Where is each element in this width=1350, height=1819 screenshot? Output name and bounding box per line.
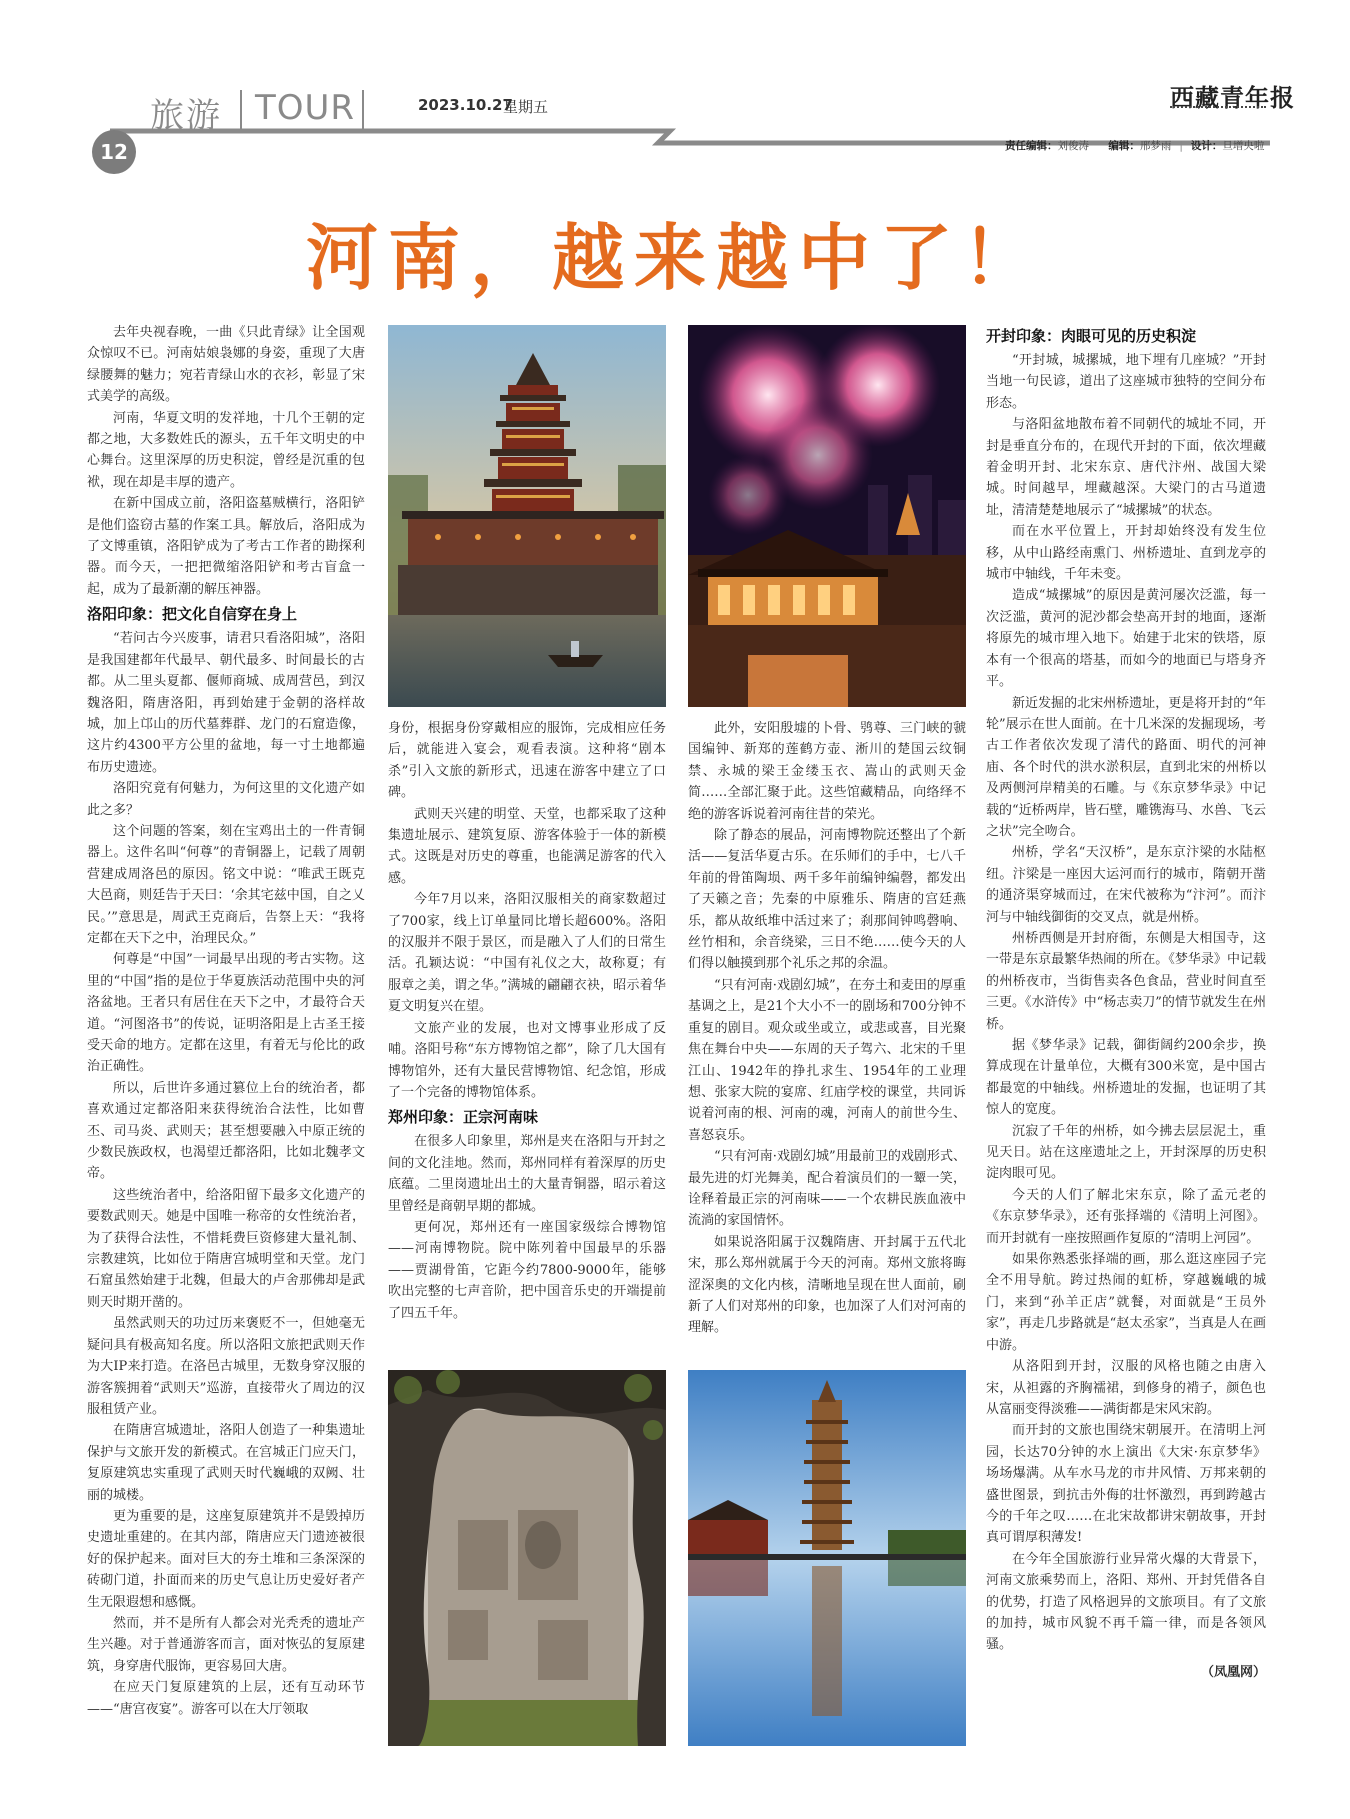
paragraph: 所以，后世许多通过篡位上台的统治者，都喜欢通过定都洛阳来获得统治合法性，比如曹丕、司马炎、武则天；甚至想要融入中原正统的少数民族政权，也渴望迁都洛阳，比如北魏孝文帝。: [87, 1080, 365, 1182]
paragraph: 何尊是“中国”一词最早出现的考古实物。这里的“中国”指的是位于华夏族活动范围中央的河洛盆地。王者只有居住在天下之中，才最符合天道。“河图洛书”的传说，证明洛阳是上古圣王接受天命的地方。定都在这里，有着无与伦比的政治正确性。: [87, 952, 365, 1075]
paragraph: 如果你熟悉张择端的画，那么逛这座园子完全不用导航。跨过热闹的虹桥，穿越巍峨的城门，来到“孙羊正店”就餐，对面就是“王员外家”，再走几步路就是“赵太丞家”，当真是人在画中游。: [986, 1252, 1266, 1353]
issue-weekday: 星期五: [503, 98, 549, 116]
paragraph: 今年7月以来，洛阳汉服相关的商家数超过了700家，线上订单量同比增长超600%。洛阳的汉服并不限于景区，而是融入了人们的日常生活。孔颖达说：“中国有礼仪之大，故称夏；有服章之美，谓之华。”满城的翩翩衣袂，昭示着华夏文明复兴在望。: [388, 892, 666, 1015]
paragraph: 在隋唐宫城遗址，洛阳人创造了一种集遗址保护与文旅开发的新模式。在宫城正门应天门，复原建筑忠实重现了武则天时代巍峨的双阙、壮丽的城楼。: [87, 1423, 365, 1503]
paragraph: 这个问题的答案，刻在宝鸡出土的一件青铜器上。这件名叫“何尊”的青铜器上，记载了周朝营建成周洛邑的原因。铭文中说：“唯武王既克大邑商，则廷告于天曰：‘余其宅兹中国，自之乂民。’”意思是，周武王克商后，告祭上天：“我将定都在天下之中，治理民众。”: [87, 823, 365, 946]
paragraph: 据《梦华录》记载，御街阔约200余步，换算成现在计量单位，大概有300米宽，是中国古都最宽的中轴线。州桥遗址的发掘，也证明了其惊人的宽度。: [986, 1038, 1266, 1118]
credit-value: 邢梦雨: [1139, 140, 1172, 152]
paragraph: 如果说洛阳属于汉魏隋唐、开封属于五代北宋，那么郑州就属于今天的河南。郑州文旅将晦涩深奥的文化内核，清晰地呈现在世人面前，刷新了人们对郑州的印象，也加深了人们对河南的理解。: [688, 1234, 966, 1336]
paragraph: 在很多人印象里，郑州是夹在洛阳与开封之间的文化洼地。然而，郑州同样有着深厚的历史底蕴。二里岗遗址出土的大量青铜器，昭示着这里曾经是商朝早期的都城。: [388, 1134, 666, 1214]
paragraph: “只有河南·戏剧幻城”用最前卫的戏剧形式、最先进的灯光舞美，配合着演员们的一颦一笑，诠释着最正宗的河南味——一个农耕民族血液中流淌的家国情怀。: [688, 1149, 966, 1229]
paragraph: 武则天兴建的明堂、天堂，也都采取了这种集遗址展示、建筑复原、游客体验于一体的新模式。这既是对历史的尊重，也能满足游客的代入感。: [388, 806, 666, 886]
paragraph: 从洛阳到开封，汉服的风格也随之由唐入宋，从袒露的齐胸襦裙，到修身的褙子，颜色也从富丽变得淡雅——满街都是宋风宋韵。: [986, 1359, 1266, 1417]
issue-date: 2023.10.27: [418, 96, 513, 114]
credit-label: 编辑：: [1108, 140, 1140, 152]
photo-luoyang-pagoda: [388, 325, 666, 707]
paragraph: 州桥，学名“天汉桥”，是东京汴梁的水陆枢纽。汴梁是一座因大运河而行的城市，隋朝开凿的通济渠穿城而过，在宋代被称为“汴河”。而汴河与中轴线御街的交叉点，就是州桥。: [986, 845, 1266, 925]
credit-value: 旦增央啦: [1222, 140, 1265, 152]
credit-label: 责任编辑：: [1005, 140, 1058, 152]
paragraph: 更何况，郑州还有一座国家级综合博物馆——河南博物院。院中陈列着中国最早的乐器——贾湖骨笛，它距今约7800-9000年，能够吹出完整的七声音阶，把中国音乐史的开端提前了四五千年。: [388, 1219, 666, 1321]
newspaper-masthead: 西藏青年报: [1170, 83, 1295, 112]
credit-value: 刘俊涛: [1057, 140, 1089, 152]
paragraph: 与洛阳盆地散布着不同朝代的城址不同，开封是垂直分布的，在现代开封的下面，依次埋藏着金明开封、北宋东京、唐代汴州、战国大梁城。时间越早，埋藏越深。大梁门的古马道遗址，清清楚楚地展示了“城摞城”的状态。: [986, 417, 1266, 518]
photo-longmen-grottoes: [388, 1370, 666, 1746]
paragraph: 在今年全国旅游行业异常火爆的大背景下，河南文旅乘势而上，洛阳、郑州、开封凭借各自的优势，打造了风格迥异的文旅项目。有了文旅的加持，城市风貌不再千篇一律，而是各领风骚。: [986, 1551, 1266, 1653]
article-column-4: [986, 322, 1266, 1683]
paragraph: 沉寂了千年的州桥，如今拂去层层泥土，重见天日。站在这座遗址之上，开封深厚的历史积淀肉眼可见。: [986, 1123, 1266, 1182]
masthead-tibetan-script: [1170, 106, 1266, 112]
paragraph: 文旅产业的发展，也对文博事业形成了反哺。洛阳号称“东方博物馆之都”，除了几大国有博物馆外，还有大量民营博物馆、纪念馆，形成了一个完备的博物馆体系。: [388, 1020, 666, 1100]
header-divider: [362, 90, 364, 132]
photo-iron-pagoda: [688, 1370, 966, 1746]
paragraph: 河南，华夏文明的发祥地，十几个王朝的定都之地，大多数姓氏的源头，五千年文明史的中心舞台。这里深厚的历史积淀，曾经是沉重的包袱，现在却是丰厚的遗产。: [87, 410, 365, 490]
section-name: 旅游: [150, 96, 222, 136]
paragraph: 虽然武则天的功过历来褒贬不一，但她毫无疑问具有极高知名度。所以洛阳文旅把武则天作为大IP来打造。在洛邑古城里，无数身穿汉服的游客簇拥着“武则天”巡游，直接带火了周边的汉服租赁产业。: [87, 1316, 365, 1417]
paragraph: 州桥西侧是开封府衙，东侧是大相国寺，这一带是东京最繁华热闹的所在。《梦华录》中记载的州桥夜市，当街售卖各色食品，营业时间直至三更。《水浒传》中“杨志卖刀”的情节就发生在州桥。: [986, 930, 1266, 1032]
photo-fireworks-palace: [688, 325, 966, 707]
credits-line: 责任编辑：刘俊涛 编辑：邢梦雨 | 设计：旦增央啦: [1005, 140, 1265, 152]
credit-label: 设计：: [1190, 140, 1223, 152]
paragraph: 然而，并不是所有人都会对光秃秃的遗址产生兴趣。对于普通游客而言，面对恢弘的复原建筑，身穿唐代服饰，更容易回大唐。: [87, 1615, 365, 1674]
paragraph: 而开封的文旅也围绕宋朝展开。在清明上河园，长达70分钟的水上演出《大宋·东京梦华》场场爆满。从车水马龙的市井风情、万邦来朝的盛世图景，到抗击外侮的壮怀激烈，再到跨越古今的千年之叹……在北宋故都讲宋朝故事，开封真可谓厚积薄发!: [986, 1423, 1266, 1546]
paragraph: 此外，安阳殷墟的卜骨、鸮尊、三门峡的虢国编钟、新郑的莲鹤方壶、淅川的楚国云纹铜禁、永城的梁王金缕玉衣、嵩山的武则天金简……全部汇聚于此。这些馆藏精品，向络绎不绝的游客诉说着河南往昔的荣光。: [688, 721, 966, 822]
article-column-3: [688, 718, 966, 1339]
page-number-badge: 12: [92, 130, 136, 174]
paragraph: 新近发掘的北宋州桥遗址，更是将开封的“年轮”展示在世人面前。在十几米深的发掘现场，考古工作者依次发现了清代的路面、明代的河神庙、各个时代的洪水淤积层，直到北宋的州桥以及两侧河岸精美的石雕。与《东京梦华录》中记载的“近桥两岸，皆石壁，雕镌海马、水兽、飞云之状”完全吻合。: [986, 695, 1266, 839]
section-name-en: TOUR: [255, 88, 356, 128]
paragraph: 洛阳究竟有何魅力，为何这里的文化遗产如此之多？: [87, 781, 365, 818]
article-source: （凤凰网）: [1200, 1664, 1266, 1680]
subheading-luoyang: 洛阳印象：把文化自信穿在身上: [87, 605, 298, 624]
paragraph: 这些统治者中，给洛阳留下最多文化遗产的要数武则天。她是中国唯一称帝的女性统治者，为了获得合法性，不惜耗费巨资修建大量礼制、宗教建筑，比如位于隋唐宫城明堂和天堂。龙门石窟虽然始建于北魏，但最大的卢舍那佛却是武则天时期开凿的。: [87, 1187, 365, 1310]
paragraph: 除了静态的展品，河南博物院还整出了个新活——复活华夏古乐。在乐师们的手中，七八千年前的骨笛陶埙、两千多年前编钟编磬，都发出了天籁之音；先秦的中原雅乐、隋唐的宫廷燕乐，都从故纸堆中活过来了；刹那间钟鸣磬响、丝竹相和，余音绕梁，三日不绝……使今天的人们得以触摸到那个礼乐之邦的余温。: [688, 828, 966, 972]
subheading-zhengzhou: 郑州印象：正宗河南味: [388, 1108, 539, 1127]
article-column-2: [388, 718, 666, 1324]
paragraph: 身份，根据身份穿戴相应的服饰，完成相应任务后，就能进入宴会，观看表演。这种将“剧本杀”引入文旅的新形式，迅速在游客中建立了口碑。: [388, 721, 666, 801]
paragraph: 今天的人们了解北宋东京，除了孟元老的《东京梦华录》，还有张择端的《清明上河图》。而开封就有一座按照画作复原的“清明上河园”。: [986, 1187, 1266, 1246]
article-title: 河南，越来越中了！: [305, 216, 1044, 300]
paragraph: 在新中国成立前，洛阳盗墓贼横行，洛阳铲是他们盗窃古墓的作案工具。解放后，洛阳成为了文博重镇，洛阳铲成为了考古工作者的勘探利器。而今天，一把把微缩洛阳铲和考古盲盒一起，成为了最新潮的解压神器。: [87, 496, 365, 597]
paragraph: “只有河南·戏剧幻城”，在夯土和麦田的厚重基调之上，是21个大小不一的剧场和700分钟不重复的剧目。观众或坐或立，或悲或喜，目光聚焦在舞台中央——东周的天子驾六、北宋的千里江山、1942年的挣扎求生、1954年的工业理想、张家大院的宴席、红庙学校的课堂，共同诉说着河南的根、河南的魂，河南人的前世今生、喜怒哀乐。: [688, 977, 966, 1143]
paragraph: 在应天门复原建筑的上层，还有互动环节——“唐宫夜宴”。游客可以在大厅领取: [87, 1680, 365, 1717]
paragraph: “若问古今兴废事，请君只看洛阳城”，洛阳是我国建都年代最早、朝代最多、时间最长的古都。从二里头夏都、偃师商城、成周营邑，到汉魏洛阳，隋唐洛阳，再到始建于金朝的洛样故城，加上邙山的历代墓葬群、龙门的石窟造像，这片约4300平方公里的盆地，每一寸土地都遍布历史遗迹。: [87, 631, 365, 775]
paragraph: 而在水平位置上，开封却始终没有发生位移，从中山路经南熏门、州桥遗址、直到龙亭的城市中轴线，千年未变。: [986, 524, 1266, 583]
header-divider: [240, 90, 242, 132]
paragraph: 造成“城摞城”的原因是黄河屡次泛滥，每一次泛滥，黄河的泥沙都会垫高开封的地面，逐渐将原先的城市埋入地下。始建于北宋的铁塔，原本有一个很高的塔基，而如今的地面已与塔身齐平。: [986, 588, 1266, 690]
subheading-kaifeng: 开封印象：肉眼可见的历史积淀: [986, 327, 1197, 345]
paragraph: 更为重要的是，这座复原建筑并不是毁掉历史遗址重建的。在其内部，隋唐应天门遗迹被很好的保护起来。面对巨大的夯土堆和三条深深的砖砌门道，扑面而来的历史气息让历史爱好者产生无限遐想和感慨。: [87, 1508, 365, 1610]
paragraph: 去年央视春晚，一曲《只此青绿》让全国观众惊叹不已。河南姑娘袅娜的身姿，重现了大唐绿腰舞的魅力；宛若青绿山水的衣衫，彰显了宋式美学的高级。: [87, 325, 365, 405]
paragraph: “开封城，城摞城，地下埋有几座城？”开封当地一句民谚，道出了这座城市独特的空间分布形态。: [986, 353, 1266, 411]
article-column-1: [87, 322, 365, 1720]
